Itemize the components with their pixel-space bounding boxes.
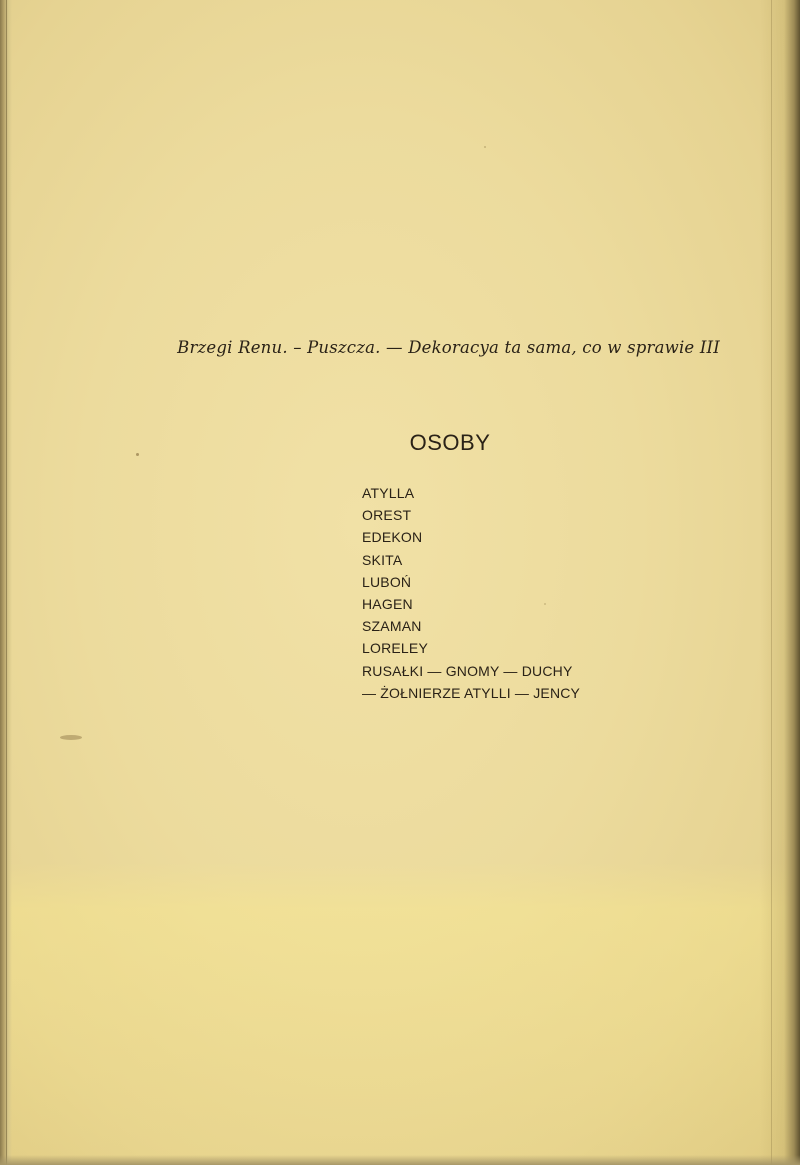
cast-item: RUSAŁKI — GNOMY — DUCHY: [362, 662, 573, 679]
scene-setting-line: Brzegi Renu. – Puszcza. — Dekoracya ta sama, co w sprawie III: [177, 338, 720, 357]
page-bottom-edge: [0, 1155, 800, 1165]
cast-heading: OSOBY: [409, 430, 491, 455]
cast-item: SKITA: [362, 551, 403, 568]
cast-item: SZAMAN: [362, 618, 422, 635]
cast-item: LUBOŃ: [362, 573, 412, 590]
cast-item: — ŻOŁNIERZE ATYLLI — JENCY: [362, 684, 581, 701]
cast-item: EDEKON: [362, 529, 423, 546]
cast-list: [362, 482, 580, 704]
cast-item: LORELEY: [362, 640, 428, 657]
cast-item: ATYLLA: [362, 485, 415, 501]
page-fold-line: [6, 0, 7, 1165]
page-right-edge: [760, 0, 800, 1165]
cast-item: HAGEN: [362, 595, 413, 612]
cast-item: OREST: [362, 507, 412, 524]
stain-mark: [60, 735, 82, 740]
ink-spot: [136, 453, 139, 456]
page-right-fold-line: [771, 0, 772, 1165]
ink-spot: [484, 146, 486, 148]
